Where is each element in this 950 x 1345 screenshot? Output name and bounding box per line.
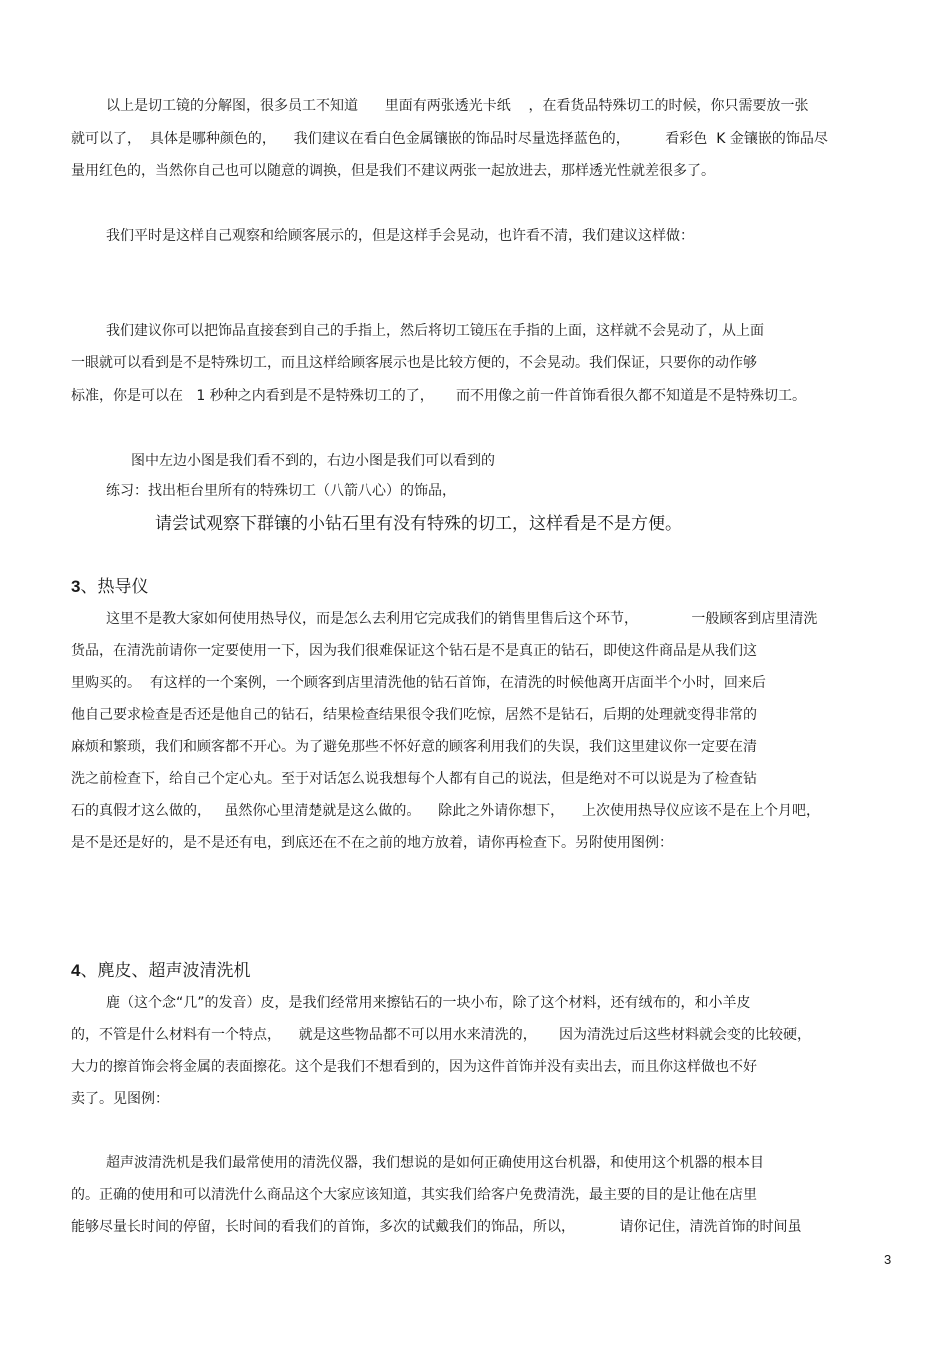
caption-line: 图中左边小图是我们看不到的，右边小图是我们可以看到的 (131, 453, 495, 469)
text-line: 大力的擦首饰会将金属的表面擦花。这个是我们不想看到的，因为这件首饰并没有卖出去，而且你这样做也不好 (71, 1059, 757, 1075)
text-line: 石的真假才这么做的， 虽然你心里清楚就是这么做的。 除此之外请你想下， 上次使用热导仪应该不是在上个月吧， (71, 803, 820, 819)
text-line: 一眼就可以看到是不是特殊切工，而且这样给顾客展示也是比较方便的，不会晃动。我们保证，只要你的动作够 (71, 355, 757, 371)
exercise-instruction: 请尝试观察下群镶的小钻石里有没有特殊的切工，这样看是不是方便。 (155, 514, 682, 534)
text-line: 洗之前检查下，给自己个定心丸。至于对话怎么说我想每个人都有自己的说法，但是绝对不可以说是为了检查钻 (71, 771, 757, 787)
text-line: 以上是切工镜的分解图，很多员工不知道 里面有两张透光卡纸 ，在看货品特殊切工的时候，你只需要放一张 (106, 98, 809, 114)
page-number: 3 (884, 1252, 892, 1267)
text-line: 我们建议你可以把饰品直接套到自己的手指上，然后将切工镜压在手指的上面，这样就不会晃动了，从上面 (106, 323, 764, 339)
text-line: 我们平时是这样自己观察和给顾客展示的，但是这样手会晃动，也许看不清，我们建议这样做： (106, 228, 694, 244)
text-line: 的。正确的使用和可以清洗什么商品这个大家应该知道，其实我们给客户免费清洗，最主要的目的是让他在店里 (71, 1187, 757, 1203)
section-heading-3 (71, 576, 148, 598)
text-line: 是不是还是好的，是不是还有电，到底还在不在之前的地方放着，请你再检查下。另附使用图例： (71, 835, 673, 851)
text-line: 卖了。见图例： (71, 1091, 169, 1107)
text-line: 里购买的。 有这样的一个案例，一个顾客到店里清洗他的钻石首饰，在清洗的时候他离开店面半个小时，回来后 (71, 675, 766, 691)
heading-text: 、麂皮、超声波清洗机 (80, 961, 251, 981)
text-line: 能够尽量长时间的停留，长时间的看我们的首饰，多次的试戴我们的饰品，所以， 请你记住，清洗首饰的时间虽 (71, 1219, 802, 1235)
exercise-line: 练习：找出柜台里所有的特殊切工（八箭八心）的饰品， (106, 483, 456, 499)
text-line: 这里不是教大家如何使用热导仪，而是怎么去利用它完成我们的销售里售后这个环节， 一般顾客到店里清洗 (106, 611, 818, 627)
heading-number: 4 (71, 961, 81, 980)
text-line: 就可以了， 具体是哪种颜色的， 我们建议在看白色金属镶嵌的饰品时尽量选择蓝色的， 看彩色 K 金镶嵌的饰品尽 (71, 131, 828, 147)
heading-text: 、热导仪 (80, 577, 149, 597)
text-line: 麻烦和繁琐，我们和顾客都不开心。为了避免那些不怀好意的顾客利用我们的失误，我们这里建议你一定要在清 (71, 739, 757, 755)
text-line: 货品，在清洗前请你一定要使用一下，因为我们很难保证这个钻石是不是真正的钻石，即使这件商品是从我们这 (71, 643, 757, 659)
heading-number: 3 (71, 577, 81, 596)
text-line: 标准，你是可以在 1 秒种之内看到是不是特殊切工的了， 而不用像之前一件首饰看很久都不知道是不是特殊切工。 (71, 388, 806, 404)
text-line: 超声波清洗机是我们最常使用的清洗仪器，我们想说的是如何正确使用这台机器，和使用这个机器的根本目 (106, 1155, 764, 1171)
text-line: 的，不管是什么材料有一个特点， 就是这些物品都不可以用水来清洗的， 因为清洗过后这些材料就会变的比较硬， (71, 1027, 812, 1043)
text-line: 鹿（这个念“几”的发音）皮，是我们经常用来擦钻石的一块小布，除了这个材料，还有绒布的，和小羊皮 (106, 995, 751, 1011)
text-line: 量用红色的，当然你自己也可以随意的调换，但是我们不建议两张一起放进去，那样透光性就差很多了。 (71, 163, 715, 179)
text-line: 他自己要求检查是否还是他自己的钻石，结果检查结果很令我们吃惊，居然不是钻石，后期的处理就变得非常的 (71, 707, 757, 723)
section-heading-4 (71, 960, 250, 982)
